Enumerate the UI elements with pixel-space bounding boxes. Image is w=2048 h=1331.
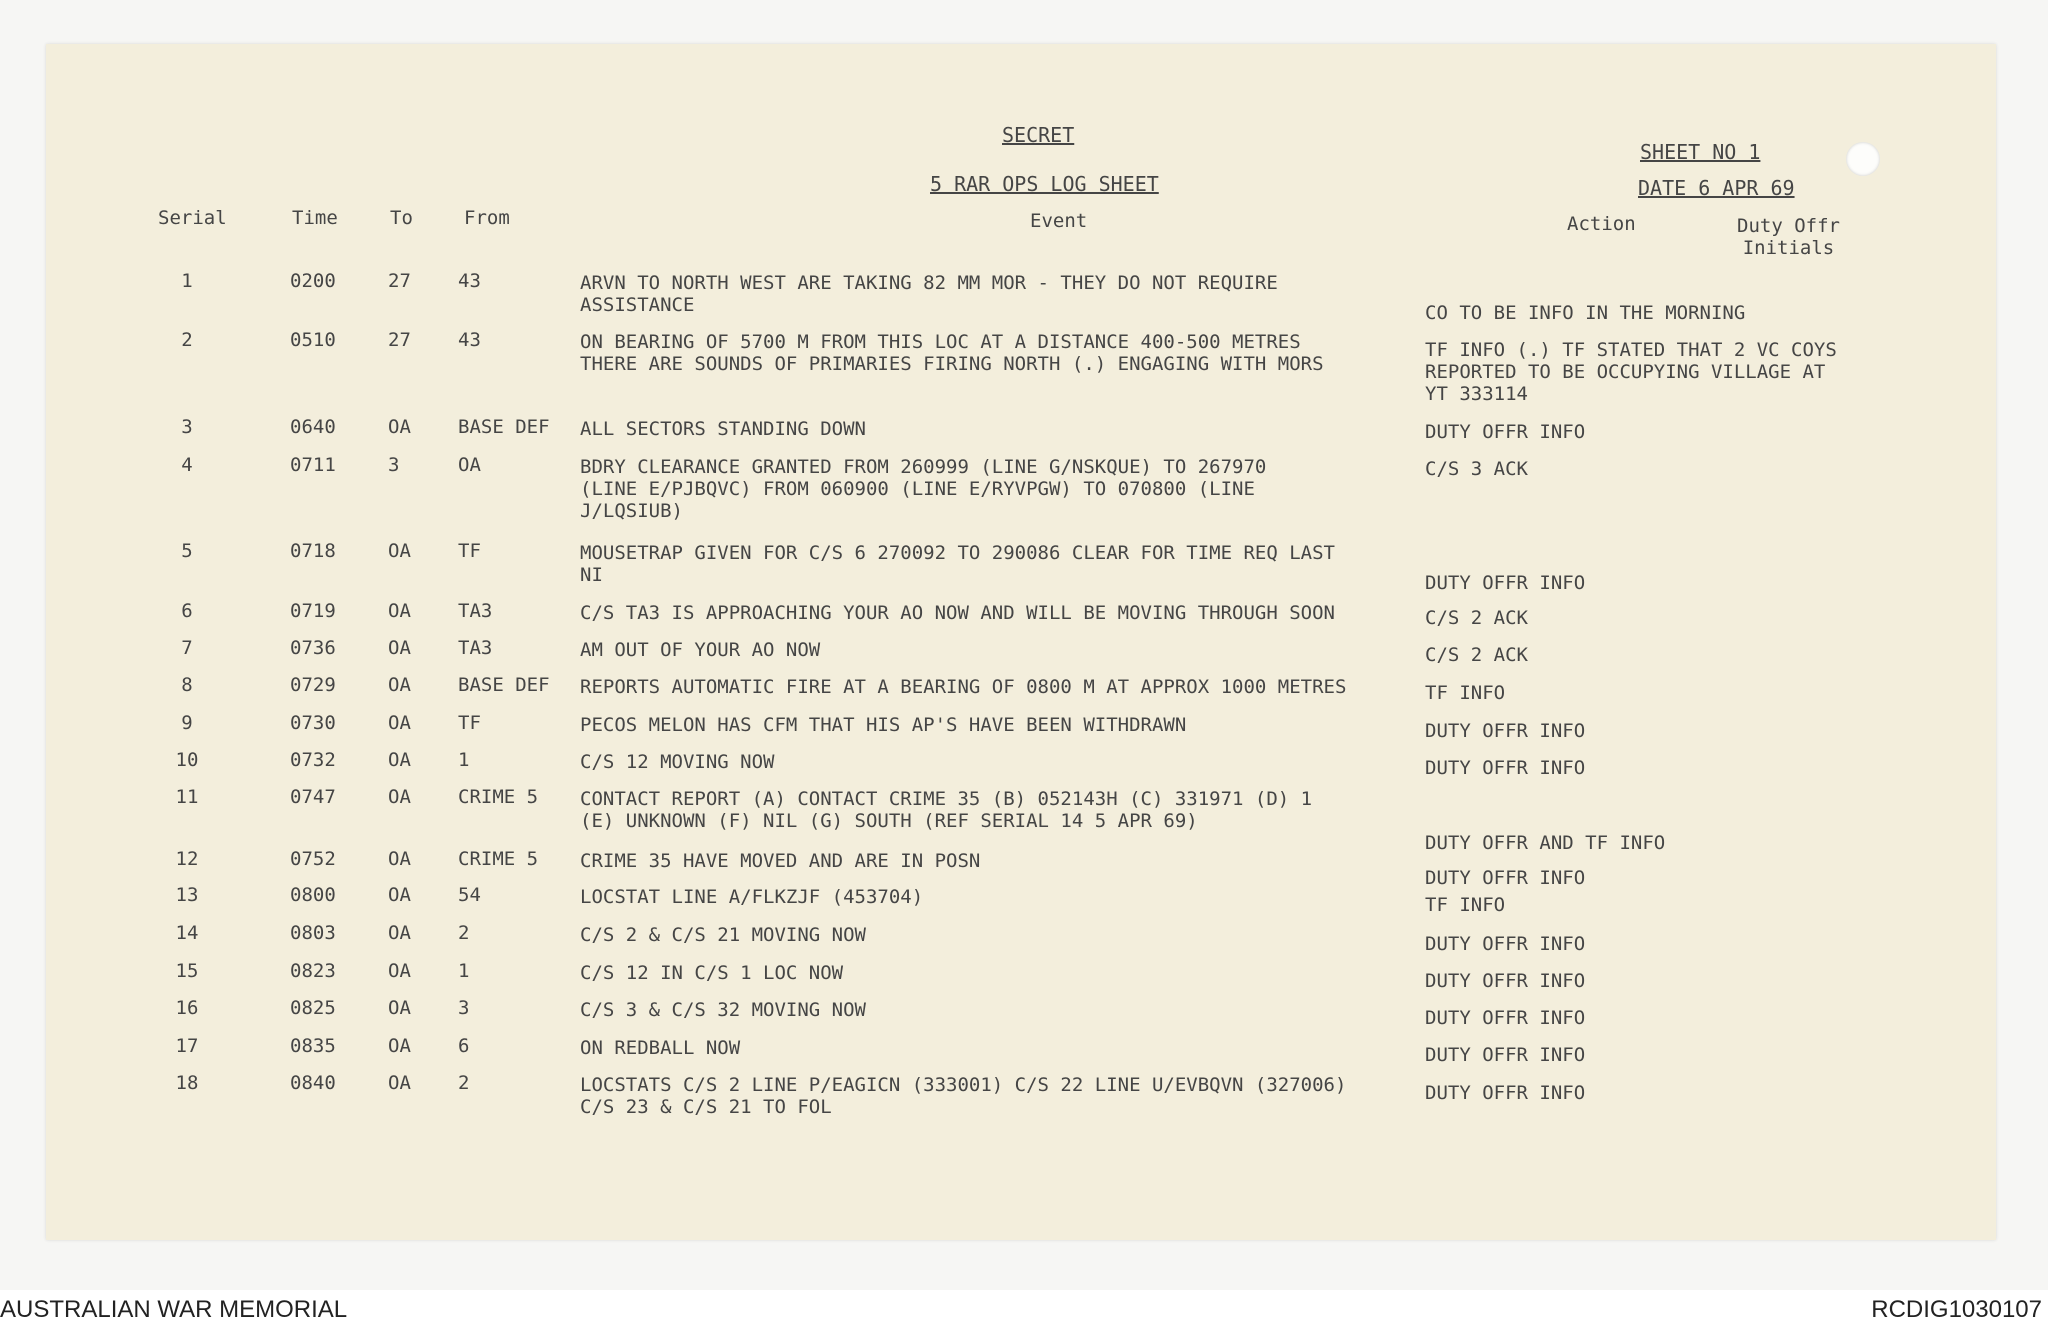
row-from: BASE DEF [458, 416, 550, 438]
row-from: TA3 [458, 600, 493, 622]
row-action: DUTY OFFR INFO [1425, 421, 1586, 443]
row-serial: 16 [175, 997, 199, 1019]
row-time: 0718 [290, 540, 336, 562]
sheet-date: DATE 6 APR 69 [1638, 176, 1795, 200]
row-to: OA [388, 674, 411, 696]
row-event: ALL SECTORS STANDING DOWN [580, 418, 866, 440]
row-action: DUTY OFFR INFO [1425, 1007, 1586, 1029]
row-action: DUTY OFFR INFO [1425, 720, 1586, 742]
row-time: 0840 [290, 1072, 336, 1094]
row-serial: 17 [175, 1035, 199, 1057]
row-event: CONTACT REPORT (A) CONTACT CRIME 35 (B) 052143H (C) 331971 (D) 1 (E) UNKNOWN (F) NIL (G) SOUTH (REF SERIAL 14 5 APR 69) [580, 788, 1313, 832]
archive-credit: AUSTRALIAN WAR MEMORIAL [0, 1296, 348, 1323]
row-to: 3 [388, 454, 400, 476]
row-action: C/S 3 ACK [1425, 458, 1528, 480]
row-time: 0711 [290, 454, 336, 476]
punch-hole [1846, 142, 1880, 176]
row-event: AM OUT OF YOUR AO NOW [580, 639, 821, 661]
row-time: 0823 [290, 960, 336, 982]
sheet-number: SHEET NO 1 [1640, 140, 1761, 164]
row-serial: 7 [181, 637, 193, 659]
row-time: 0803 [290, 922, 336, 944]
row-event: MOUSETRAP GIVEN FOR C/S 6 270092 TO 290086 CLEAR FOR TIME REQ LAST NI [580, 542, 1335, 586]
row-time: 0729 [290, 674, 336, 696]
column-header-serial: Serial [158, 207, 227, 229]
log-sheet [46, 44, 1996, 1240]
row-from: 1 [458, 749, 470, 771]
row-serial: 15 [175, 960, 199, 982]
row-to: 27 [388, 329, 411, 351]
row-action: DUTY OFFR INFO [1425, 867, 1586, 889]
row-action: TF INFO (.) TF STATED THAT 2 VC COYS REPORTED TO BE OCCUPYING VILLAGE AT YT 333114 [1425, 339, 1837, 405]
row-from: TF [458, 712, 481, 734]
row-time: 0835 [290, 1035, 336, 1057]
column-header-action: Action [1567, 213, 1636, 235]
row-from: CRIME 5 [458, 848, 539, 870]
row-from: 6 [458, 1035, 470, 1057]
row-action: DUTY OFFR INFO [1425, 933, 1586, 955]
row-serial: 8 [181, 674, 193, 696]
row-action: DUTY OFFR INFO [1425, 572, 1586, 594]
row-event: LOCSTAT LINE A/FLKZJF (453704) [580, 886, 924, 908]
row-serial: 4 [181, 454, 193, 476]
row-event: PECOS MELON HAS CFM THAT HIS AP'S HAVE BEEN WITHDRAWN [580, 714, 1187, 736]
row-event: CRIME 35 HAVE MOVED AND ARE IN POSN [580, 850, 981, 872]
row-from: 2 [458, 1072, 470, 1094]
row-action: DUTY OFFR INFO [1425, 1044, 1586, 1066]
row-from: 43 [458, 329, 481, 351]
row-to: OA [388, 960, 411, 982]
row-action: C/S 2 ACK [1425, 607, 1528, 629]
row-to: OA [388, 540, 411, 562]
row-event: BDRY CLEARANCE GRANTED FROM 260999 (LINE G/NSKQUE) TO 267970 (LINE E/PJBQVC) FROM 060900 (LINE E/RYVPGW) TO 070800 (LINE J/LQSIUB) [580, 456, 1267, 522]
row-to: OA [388, 749, 411, 771]
row-time: 0732 [290, 749, 336, 771]
row-serial: 12 [175, 848, 199, 870]
row-to: OA [388, 600, 411, 622]
row-action: CO TO BE INFO IN THE MORNING [1425, 302, 1746, 324]
row-event: C/S 12 IN C/S 1 LOC NOW [580, 962, 844, 984]
row-event: C/S 2 & C/S 21 MOVING NOW [580, 924, 866, 946]
row-to: OA [388, 997, 411, 1019]
row-to: OA [388, 922, 411, 944]
row-action: TF INFO [1425, 894, 1506, 916]
row-event: C/S 3 & C/S 32 MOVING NOW [580, 999, 866, 1021]
row-to: OA [388, 712, 411, 734]
row-action: DUTY OFFR AND TF INFO [1425, 832, 1666, 854]
row-event: REPORTS AUTOMATIC FIRE AT A BEARING OF 0800 M AT APPROX 1000 METRES [580, 676, 1347, 698]
row-action: DUTY OFFR INFO [1425, 1082, 1586, 1104]
row-time: 0800 [290, 884, 336, 906]
row-to: 27 [388, 270, 411, 292]
row-event: C/S TA3 IS APPROACHING YOUR AO NOW AND WILL BE MOVING THROUGH SOON [580, 602, 1335, 624]
row-action: TF INFO [1425, 682, 1506, 704]
row-serial: 3 [181, 416, 193, 438]
row-to: OA [388, 1035, 411, 1057]
row-time: 0510 [290, 329, 336, 351]
archive-reference: RCDIG1030107 [1871, 1296, 2042, 1323]
row-serial: 11 [175, 786, 199, 808]
row-to: OA [388, 786, 411, 808]
column-header-event: Event [1030, 210, 1088, 232]
row-time: 0825 [290, 997, 336, 1019]
row-action: C/S 2 ACK [1425, 644, 1528, 666]
row-time: 0640 [290, 416, 336, 438]
row-event: C/S 12 MOVING NOW [580, 751, 775, 773]
row-from: 2 [458, 922, 470, 944]
row-from: 54 [458, 884, 481, 906]
row-serial: 10 [175, 749, 199, 771]
row-serial: 13 [175, 884, 199, 906]
row-serial: 14 [175, 922, 199, 944]
row-from: TA3 [458, 637, 493, 659]
classification-label: SECRET [1002, 123, 1075, 147]
row-serial: 1 [181, 270, 193, 292]
row-to: OA [388, 884, 411, 906]
row-time: 0752 [290, 848, 336, 870]
row-event: LOCSTATS C/S 2 LINE P/EAGICN (333001) C/S 22 LINE U/EVBQVN (327006) C/S 23 & C/S 21 TO FOL [580, 1074, 1347, 1118]
row-action: DUTY OFFR INFO [1425, 970, 1586, 992]
row-from: TF [458, 540, 481, 562]
row-serial: 2 [181, 329, 193, 351]
row-event: ARVN TO NORTH WEST ARE TAKING 82 MM MOR - THEY DO NOT REQUIRE ASSISTANCE [580, 272, 1278, 316]
row-serial: 5 [181, 540, 193, 562]
column-header-from: From [464, 207, 510, 229]
row-time: 0747 [290, 786, 336, 808]
column-header-time: Time [292, 207, 338, 229]
row-from: 1 [458, 960, 470, 982]
row-time: 0719 [290, 600, 336, 622]
row-to: OA [388, 848, 411, 870]
row-event: ON BEARING OF 5700 M FROM THIS LOC AT A DISTANCE 400-500 METRES THERE ARE SOUNDS OF PRIMARIES FIRING NORTH (.) ENGAGING WITH MORS [580, 331, 1324, 375]
column-header-duty-offr: Duty Offr Initials [1737, 215, 1840, 259]
row-serial: 9 [181, 712, 193, 734]
row-from: 3 [458, 997, 470, 1019]
row-serial: 6 [181, 600, 193, 622]
row-time: 0730 [290, 712, 336, 734]
row-from: OA [458, 454, 481, 476]
row-event: ON REDBALL NOW [580, 1037, 741, 1059]
row-to: OA [388, 637, 411, 659]
row-from: BASE DEF [458, 674, 550, 696]
row-action: DUTY OFFR INFO [1425, 757, 1586, 779]
row-to: OA [388, 416, 411, 438]
column-header-to: To [390, 207, 413, 229]
row-serial: 18 [175, 1072, 199, 1094]
document-title: 5 RAR OPS LOG SHEET [930, 172, 1159, 196]
row-time: 0200 [290, 270, 336, 292]
row-from: 43 [458, 270, 481, 292]
row-to: OA [388, 1072, 411, 1094]
row-from: CRIME 5 [458, 786, 539, 808]
row-time: 0736 [290, 637, 336, 659]
